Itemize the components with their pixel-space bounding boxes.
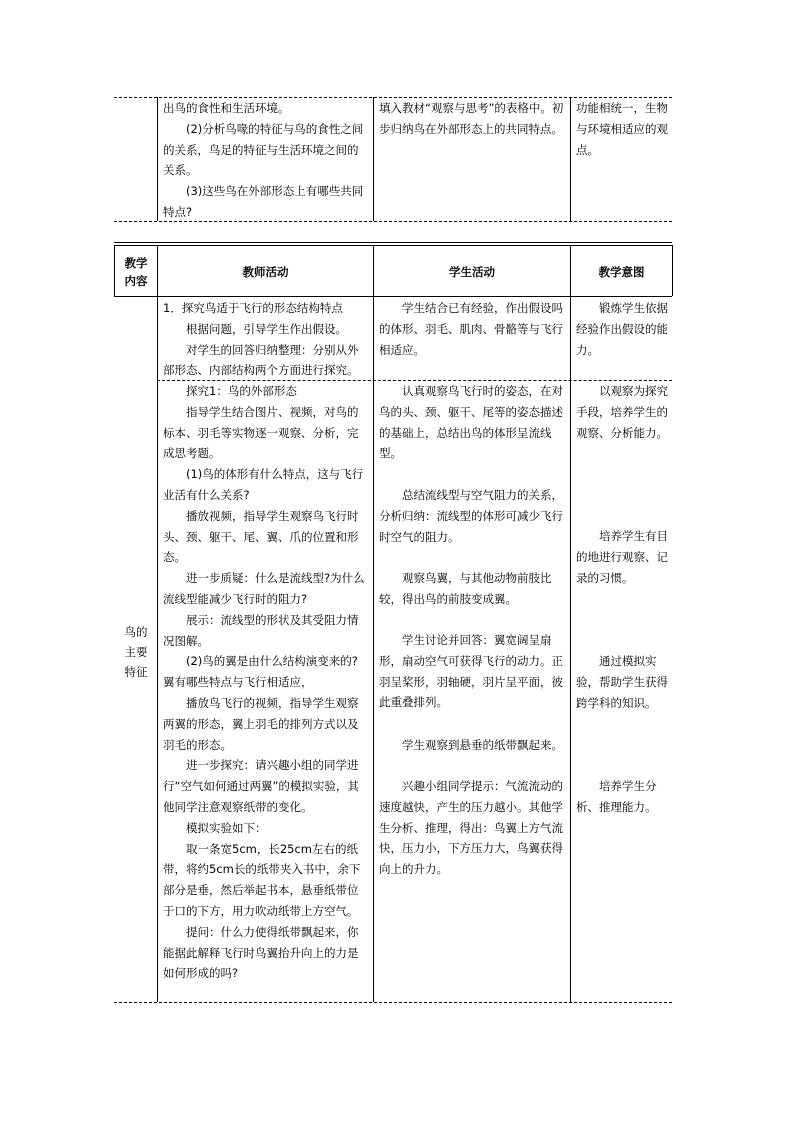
- table-divider-2: [373, 245, 374, 1002]
- block2-intent-text-2: 培养学生有目的地进行观察、记录的习惯。: [576, 529, 668, 585]
- header-intent: 教学意图: [598, 264, 645, 279]
- table-bottom-border: [114, 1002, 672, 1003]
- top-divider-3: [570, 97, 571, 221]
- block2-student-text-1: 认真观察鸟飞行时的姿态，在对鸟的头、颈、躯干、尾等的姿态描述的基础上，总结出鸟的体形呈流线型。: [379, 384, 563, 461]
- table-divider-1: [157, 245, 158, 1002]
- block2-student-text-6: 兴趣小组同学提示：气流流动的速度越快，产生的压力越小。其他学生分析、推理，得出：鸟翼上方气流快，压力小，下方压力大，鸟翼获得向上的升力。: [379, 779, 563, 877]
- top-student-text: 填入教材“观察与思考”的表格中。初步归纳鸟在外部形态上的共同特点。: [379, 101, 564, 136]
- block2-student-text-4: 学生讨论并回答：翼宽阔呈扇形，扇动空气可获得飞行的动力。正羽呈桨形，羽轴硬，羽片呈平面，彼此重叠排列。: [379, 633, 563, 710]
- row-label-bird-features: 鸟的 主要 特征: [124, 625, 148, 679]
- block2-student-text-3: 观察鸟翼，与其他动物前肢比较，得出鸟的前肢变成翼。: [379, 571, 552, 606]
- top-divider-2: [373, 97, 374, 221]
- header-content: 教学 内容: [124, 255, 148, 288]
- block2-student-text-2: 总结流线型与空气阻力的关系，分析归纳：流线型的体形可减少飞行时空气的阻力。: [379, 488, 563, 544]
- block1-student-text: 学生结合已有经验，作出假设吗的体形、羽毛、肌肉、骨骼等与飞行相适应。: [379, 301, 563, 357]
- block1-teacher-text: 1．探究鸟适于飞行的形态结构特点 根据问题，引导学生作出假设。 对学生的回答归纳整理：分别从外部形态、内部结构两个方面进行探究。: [163, 301, 359, 378]
- table-right-border: [672, 245, 673, 296]
- top-intent-text: 功能相统一，生物与环境相适应的观点。: [576, 101, 668, 157]
- header-teacher: 教师活动: [242, 264, 289, 279]
- block2-intent-text-1: 以观察为探究手段，培养学生的观察、分析能力。: [576, 384, 668, 440]
- block2-student-text-5: 学生观察到悬垂的纸带飘起来。: [379, 738, 563, 752]
- table-top-rule-2: [114, 245, 672, 246]
- top-teacher-text: 出鸟的食性和生活环境。 (2)分析鸟喙的特征与鸟的食性之间的关系，鸟足的特征与生活环境之间的关系。 (3)这些鸟在外部形态上有哪些共同特点?: [163, 101, 364, 219]
- block2-teacher-text: 探究1：鸟的外部形态 指导学生结合图片、视频，对鸟的标本、羽毛等实物逐一观察、分析，完成思考题。 (1)鸟的体形有什么特点，这与飞行业活有什么关系? 播放视频，指导学生观察鸟飞行时头、颈、躯干、尾、翼、爪的位置和形态。 进一步质疑：什么是流线型?为什么流线型能减少飞行时的阻力? 展示：流线型的形状及其受阻力情况图解。 (2)鸟的翼是由什么结构演变来的?翼有哪些特点与飞行相适应， 播放鸟飞行的视频，指导学生观察两翼的形态，翼上羽毛的排列方式以及羽毛的形态。 进一步探究：请兴趣小组的同学进行“空气如何通过两翼”的模拟实验，其他同学注意观察纸带的变化。 模拟实验如下： 取一条宽5cm，长25cm左右的纸带，将约5cm长的纸带夹入书中，余下部分是垂，然后举起书本，悬垂纸带位于口的下方，用力吹动纸带上方空气。 提问：什么力使得纸带飘起来，你能据此解释飞行时鸟翼抬升向上的力是如何形成的吗?: [163, 384, 365, 981]
- header-student: 学生活动: [449, 264, 495, 279]
- table-divider-3: [570, 245, 571, 1002]
- block1-intent-text: 锻炼学生依据经验作出假设的能力。: [576, 301, 668, 357]
- block2-intent-text-4: 培养学生分析、推理能力。: [576, 779, 657, 814]
- table-top-rule-1: [114, 242, 672, 243]
- block2-intent-text-3: 通过模拟实验，帮助学生获得跨学科的知识。: [576, 654, 668, 710]
- header-bottom-border: [114, 296, 672, 297]
- top-divider-1: [157, 97, 158, 221]
